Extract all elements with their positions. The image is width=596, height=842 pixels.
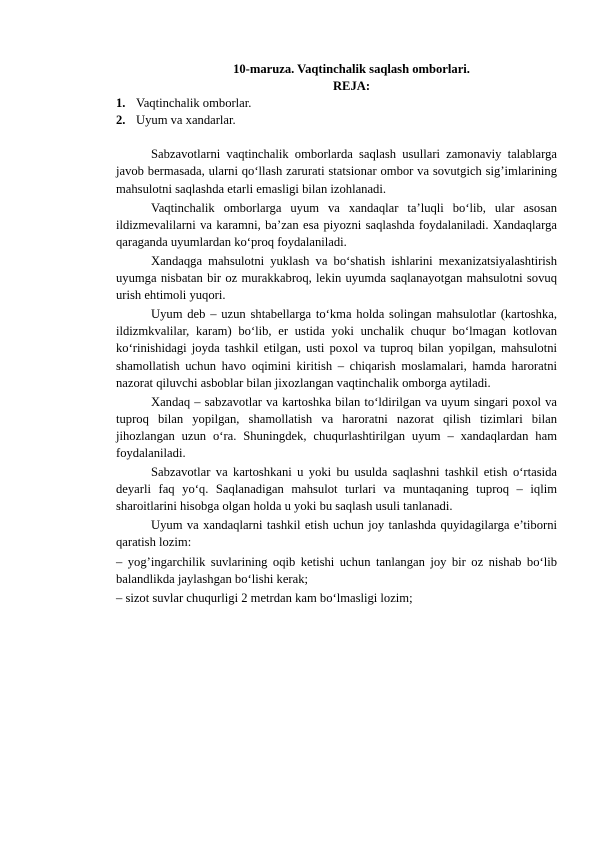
plan-item-number: 1. [116, 96, 126, 111]
plan-item [116, 112, 557, 129]
plan-item-text: Uyum va xandarlar. [136, 113, 236, 128]
plan-heading: REJA: [332, 79, 371, 94]
body-paragraph: Uyum deb – uzun shtabellarga to‘kma holda solingan mahsulotlar (kartoshka, ildizmkvalilar, karam) bo‘lib, er ustida yoki unchalik chuqur bo‘lmagan kotlovan ko‘rinishidagi joyda tashkil etilgan, usti poxol va tuproq bilan yopilgan, mahsulotni shamollatish uchun havo oqimini kiritish – chiqarish moslamalari, hamda haroratni nazorat qiluvchi asboblar bilan jixozlangan vaqtinchalik omborga aytiladi. [116, 307, 557, 390]
section-spacer [116, 129, 557, 146]
body-paragraph: Sabzavotlar va kartoshkani u yoki bu usulda saqlashni tashkil etish o‘rtasida deyarli faq yo‘q. Saqlanadigan mahsulot turlari va muntaqaning tuproq – iqlim sharoitlarini hisobga olgan holda u yoki bu saqlash usuli tanlanadi. [116, 465, 557, 514]
document-page [116, 61, 557, 609]
plan-list [116, 95, 557, 129]
body-paragraph: Uyum va xandaqlarni tashkil etish uchun joy tanlashda quyidagilarga e’tiborni qaratish lozim: [116, 518, 557, 550]
lecture-title: 10-maruza. Vaqtinchalik saqlash omborlari. [233, 62, 470, 76]
plan-item [116, 95, 557, 112]
dash-list-line: – sizot suvlar chuqurligi 2 metrdan kam bo‘lmasligi lozim; [116, 590, 413, 605]
body-paragraph: Xandaqga mahsulotni yuklash va bo‘shatish ishlarini mexanizatsiyalashtirish uyumga nisbatan bir oz murakkabroq, lekin uyumda saqlanayotgan mahsulotni sovuq urish ehtimoli yuqori. [116, 253, 557, 303]
plan-item-number: 2. [116, 113, 126, 128]
body-paragraph: Sabzavotlarni vaqtinchalik omborlarda saqlash usullari zamonaviy talablarga javob bermasada, ularni qo‘llash zarurati statsionar ombor va sovutgich sig’imlarining mahsulotni saqlashda etarli emasligi bilan izohlanadi. [116, 147, 557, 196]
body-paragraph: Xandaq – sabzavotlar va kartoshka bilan to‘ldirilgan va uyum singari poxol va tuproq bilan yopilgan, shamollatish va haroratni nazorat qilish tizimlari bilan jihozlangan uzun o‘ra. Shuningdek, chuqurlashtirilgan uyum – xandaqlardan ham foydalaniladi. [116, 394, 557, 460]
body-paragraph: Vaqtinchalik omborlarga uyum va xandaqlar ta’luqli bo‘lib, ular asosan ildizmevalilarni va karamni, ba’zan esa piyozni saqlashda foydalaniladi. Xandaqlarga qaraganda uyumlardan ko‘proq foydalaniladi. [116, 200, 557, 249]
plan-item-text: Vaqtinchalik omborlar. [136, 96, 252, 111]
dash-list-line: – yog’ingarchilik suvlarining oqib ketishi uchun tanlangan joy bir oz nishab bo‘lib balandlikda jaylashgan bo‘lishi kerak; [116, 554, 557, 586]
